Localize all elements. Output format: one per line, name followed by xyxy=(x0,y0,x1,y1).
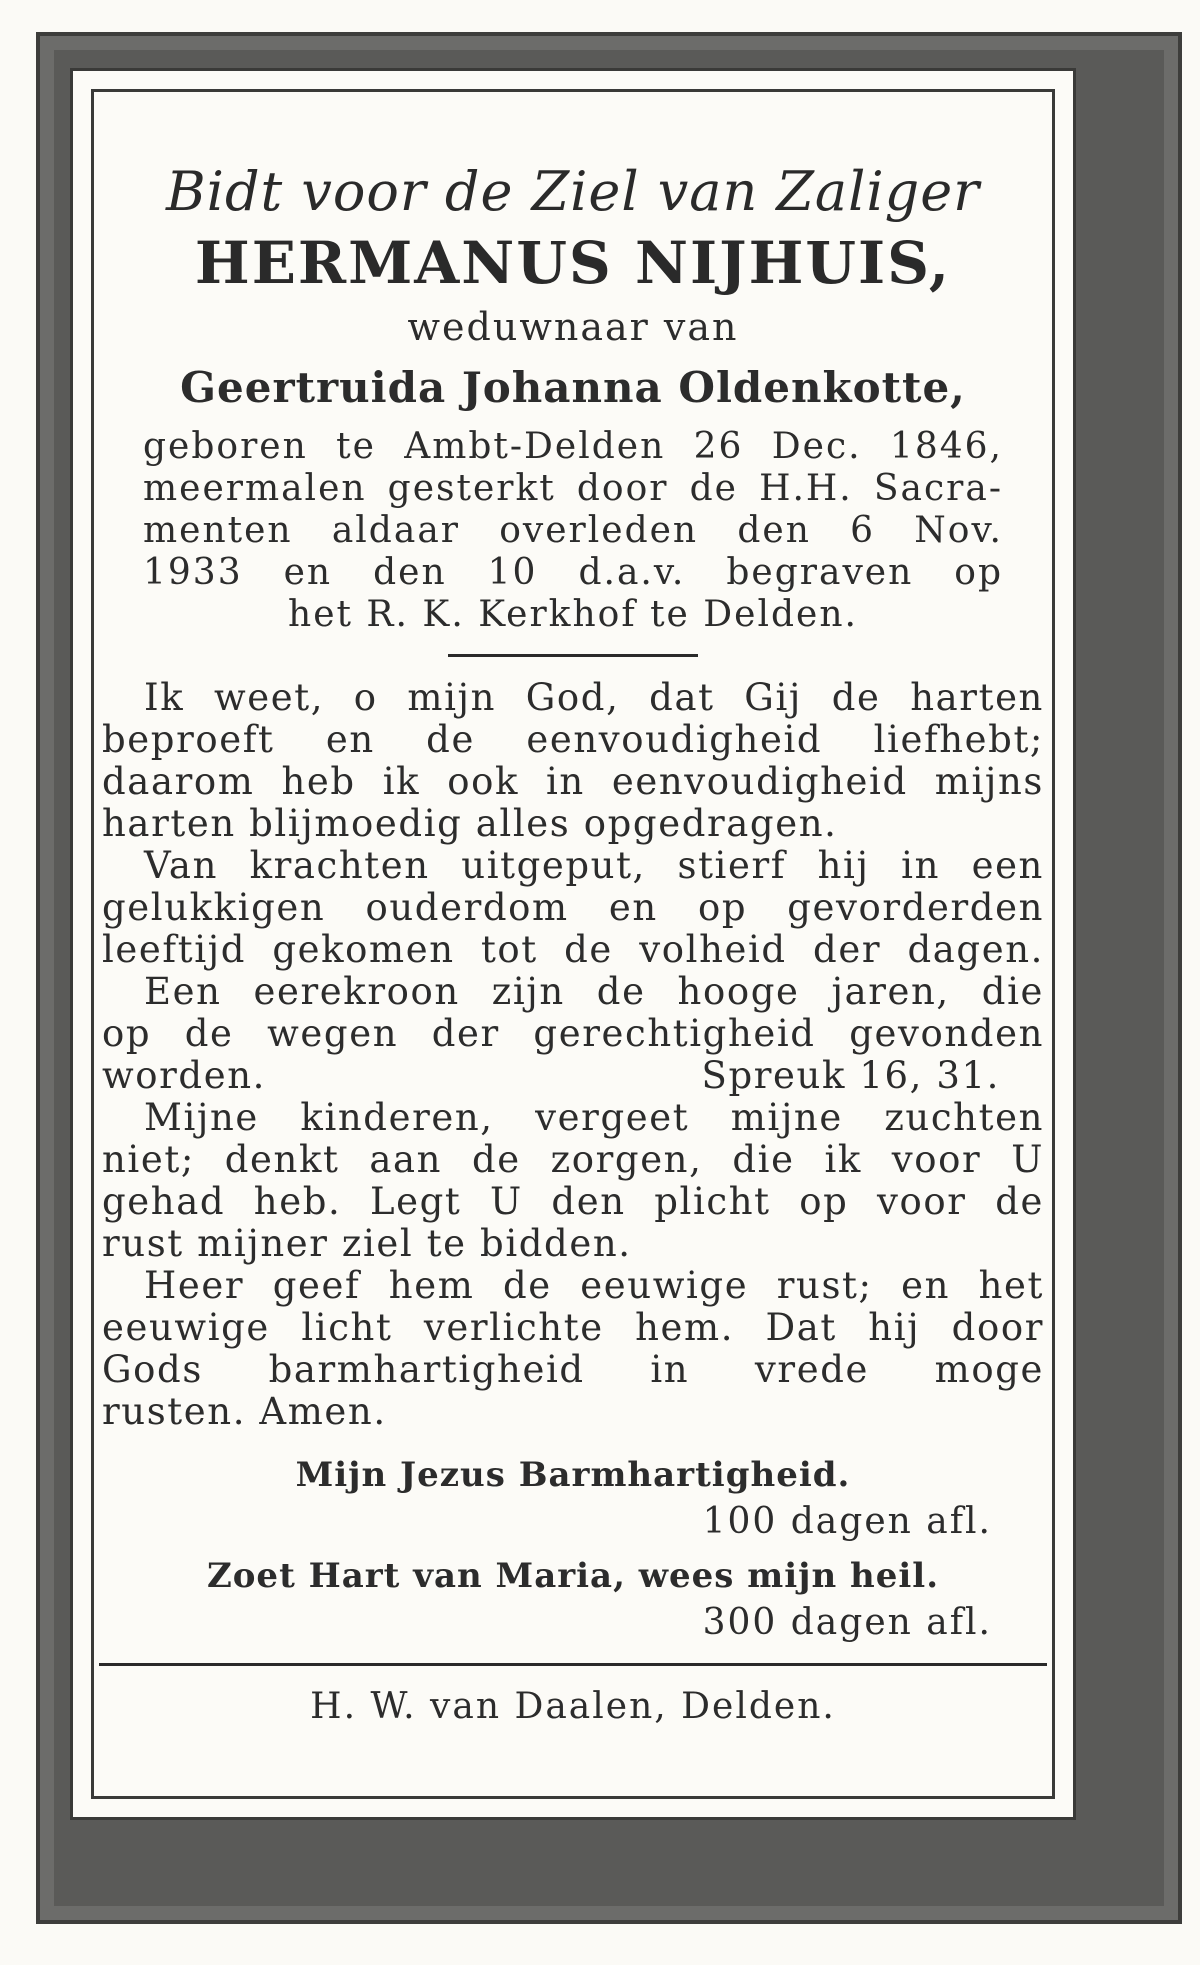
card-content xyxy=(70,68,1076,1727)
text-line: gelukkigen ouderdom en op gevorderden xyxy=(102,886,1044,929)
text-line: Ik weet, o mijn God, dat Gij de harten xyxy=(144,676,1044,719)
text-line: op de wegen der gerechtigheid gevonden xyxy=(102,1012,1044,1055)
text-line: Van krachten uitgeput, stierf hij in een xyxy=(144,844,1044,887)
prayer-2: Zoet Hart van Maria, wees mijn heil. xyxy=(206,1556,940,1596)
body-text xyxy=(102,677,1044,1433)
biography xyxy=(143,426,1003,636)
heading: Bidt voor de Ziel van Zaliger xyxy=(165,160,980,223)
printer-credit: H. W. van Daalen, Delden. xyxy=(310,1686,836,1727)
bio-line: geboren te Ambt-Delden 26 Dec. 1846, xyxy=(143,426,1003,467)
text-line: rust mijner ziel te bidden. xyxy=(102,1222,632,1265)
bio-line: het R. K. Kerkhof te Delden. xyxy=(288,594,858,635)
text-line: Gods barmhartigheid in vrede moge xyxy=(102,1348,1044,1391)
paragraph-2 xyxy=(102,845,1044,971)
text-line: gehad heb. Legt U den plicht op voor de xyxy=(102,1180,1044,1223)
text-line: rusten. Amen. xyxy=(102,1390,387,1433)
paragraph-5 xyxy=(102,1265,1044,1433)
prayer-1: Mijn Jezus Barmhartigheid. xyxy=(295,1455,851,1495)
text-fragment: worden. xyxy=(102,1054,267,1097)
text-line: beproeft en de eenvoudigheid liefhebt; xyxy=(102,718,1044,761)
indulgence-1: 100 dagen afl. xyxy=(702,1501,992,1542)
paragraph-1 xyxy=(102,677,1044,845)
text-line: daarom heb ik ook in eenvoudigheid mijns xyxy=(102,760,1044,803)
text-line: Heer geef hem de eeuwige rust; en het xyxy=(144,1264,1044,1307)
scripture-reference: Spreuk 16, 31. xyxy=(701,1054,1000,1097)
text-line: leeftijd gekomen tot de volheid der dagen. xyxy=(102,928,1044,971)
bio-line: menten aldaar overleden den 6 Nov. xyxy=(143,510,1003,551)
text-line-with-reference xyxy=(102,1055,1044,1097)
indulgence-2: 300 dagen afl. xyxy=(702,1602,992,1643)
paragraph-3 xyxy=(102,971,1044,1097)
bio-line: 1933 en den 10 d.a.v. begraven op xyxy=(143,552,1003,593)
deceased-name: HERMANUS NIJHUIS, xyxy=(194,229,952,297)
spouse-name: Geertruida Johanna Oldenkotte, xyxy=(180,363,966,412)
text-line: Mijne kinderen, vergeet mijne zuchten xyxy=(144,1096,1044,1139)
bottom-rule xyxy=(99,1663,1047,1666)
text-line: niet; denkt aan de zorgen, die ik voor U xyxy=(102,1138,1044,1181)
text-line: harten blijmoedig alles opgedragen. xyxy=(102,802,838,845)
paragraph-4 xyxy=(102,1097,1044,1265)
text-line: Een eerekroon zijn de hooge jaren, die xyxy=(144,970,1044,1013)
text-line: eeuwige licht verlichte hem. Dat hij door xyxy=(102,1306,1044,1349)
bio-line: meermalen gesterkt door de H.H. Sacra- xyxy=(143,468,1003,509)
widower-of-label: weduwnaar van xyxy=(407,305,739,349)
section-divider xyxy=(448,654,698,657)
